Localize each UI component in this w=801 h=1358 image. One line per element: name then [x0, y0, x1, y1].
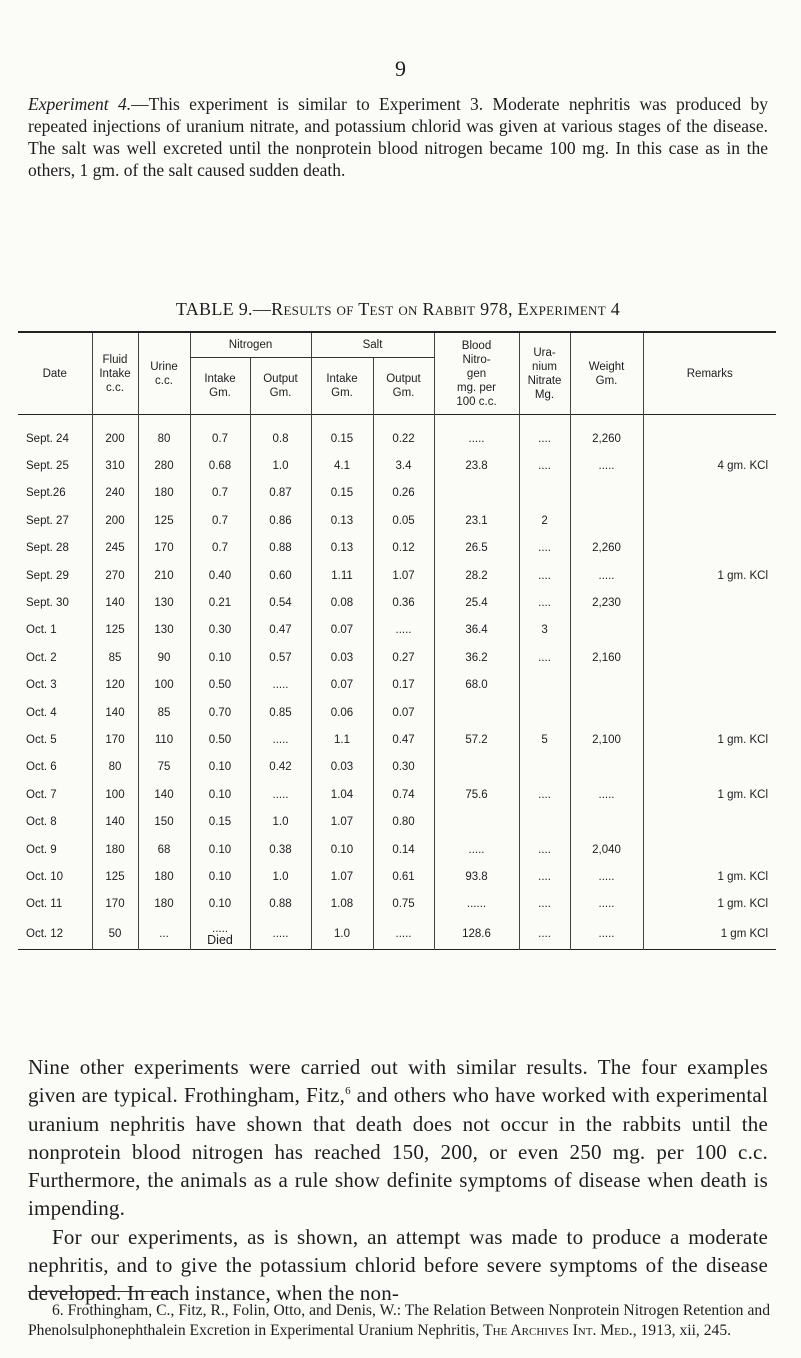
table-cell: .....: [570, 562, 643, 589]
table-cell: 180: [138, 863, 190, 890]
table-cell: [643, 507, 776, 534]
table-cell: 4.1: [311, 452, 373, 479]
table-cell: .....: [250, 672, 311, 699]
table-cell: 0.68: [190, 452, 250, 479]
table-cell: 1 gm. KCl: [643, 726, 776, 753]
table-cell: 1.04: [311, 781, 373, 808]
table-row: [18, 808, 776, 835]
table-cell: 120: [92, 672, 138, 699]
table-cell: 0.15: [190, 808, 250, 835]
table-cell: 1.07: [311, 863, 373, 890]
table-cell: 75: [138, 754, 190, 781]
experiment-heading: Experiment 4.: [28, 94, 132, 114]
table-cell: 0.10: [311, 836, 373, 863]
table-cell: 5: [519, 726, 570, 753]
table-cell: Sept. 29: [26, 569, 69, 582]
table-cell: 0.87: [250, 480, 311, 507]
table-cell: 0.50: [190, 672, 250, 699]
table-cell: 2,260: [570, 535, 643, 562]
table-row: [18, 617, 776, 644]
table-row: [18, 452, 776, 479]
table-cell: ....: [519, 863, 570, 890]
table-cell: 0.10: [190, 781, 250, 808]
table-cell: 0.38: [250, 836, 311, 863]
table-cell: 0.75: [373, 891, 434, 918]
table-cell: ....: [519, 535, 570, 562]
table-cell: [643, 617, 776, 644]
table-cell: 2,230: [570, 589, 643, 616]
table-cell: ...: [138, 918, 190, 950]
table-cell: 80: [92, 754, 138, 781]
table-cell: 210: [138, 562, 190, 589]
table-cell: [570, 808, 643, 835]
table-cell: ....: [519, 781, 570, 808]
table-cell: 0.21: [190, 589, 250, 616]
table-cell: 26.5: [434, 535, 519, 562]
table-cell: Sept. 24: [26, 432, 69, 445]
results-table: [18, 331, 776, 950]
table-cell: 3: [519, 617, 570, 644]
table-row: [18, 562, 776, 589]
table-cell: 270: [92, 562, 138, 589]
table-cell: 0.7: [190, 535, 250, 562]
table-cell: 0.47: [373, 726, 434, 753]
table-cell: 1.0: [250, 808, 311, 835]
table-cell: 310: [92, 452, 138, 479]
table-cell: [434, 480, 519, 507]
table-cell: [643, 754, 776, 781]
table-cell: [570, 480, 643, 507]
table-cell: 1.08: [311, 891, 373, 918]
table-cell: [434, 754, 519, 781]
table-cell: 128.6: [434, 918, 519, 950]
intro-paragraph: [28, 93, 768, 181]
table-cell: 140: [92, 808, 138, 835]
table-cell: 110: [138, 726, 190, 753]
table-cell: [434, 808, 519, 835]
table-cell: 125: [92, 617, 138, 644]
table-cell: .....: [570, 781, 643, 808]
header-remarks: Remarks: [643, 332, 776, 415]
table-cell: .....: [373, 918, 434, 950]
table-cell: ....: [519, 415, 570, 453]
table-cell: .....: [570, 891, 643, 918]
table-cell: 28.2: [434, 562, 519, 589]
table-cell: ....: [519, 891, 570, 918]
table-cell: 0.57: [250, 644, 311, 671]
table-cell: 23.8: [434, 452, 519, 479]
table-cell: Oct. 9: [26, 843, 57, 856]
table-cell: [643, 415, 776, 453]
table-row: [18, 480, 776, 507]
table-cell: [643, 836, 776, 863]
table-cell: Oct. 4: [26, 706, 57, 719]
table-caption-prefix: TABLE 9.—: [175, 299, 272, 319]
table-cell: 140: [92, 699, 138, 726]
table-cell: 0.12: [373, 535, 434, 562]
header-nitrogen: Nitrogen: [190, 332, 311, 358]
table-cell: 0.7: [190, 415, 250, 453]
table-row: [18, 672, 776, 699]
table-cell: 130: [138, 617, 190, 644]
table-cell: .....: [570, 863, 643, 890]
table-cell: 0.14: [373, 836, 434, 863]
header-salt: Salt: [311, 332, 434, 358]
table-cell: ......: [434, 891, 519, 918]
table-cell: 170: [92, 891, 138, 918]
table-cell: 1 gm. KCl: [643, 781, 776, 808]
table-cell: [643, 480, 776, 507]
header-nitrogen-intake: Intake Gm.: [190, 358, 250, 415]
table-cell: 0.15: [311, 415, 373, 453]
table-cell: Oct. 5: [26, 733, 57, 746]
table-cell: 150: [138, 808, 190, 835]
table-row: [18, 726, 776, 753]
table-caption: [28, 299, 768, 320]
table-cell: 85: [92, 644, 138, 671]
table-cell: 240: [92, 480, 138, 507]
table-cell: 80: [138, 415, 190, 453]
page-number: 9: [395, 56, 406, 81]
header-nitrogen-output: Output Gm.: [250, 358, 311, 415]
table-cell: 2,040: [570, 836, 643, 863]
header-fluid-intake: Fluid Intake c.c.: [92, 332, 138, 415]
table-cell: 125: [138, 507, 190, 534]
table-cell: [643, 589, 776, 616]
table-cell: 180: [138, 891, 190, 918]
table-cell: 0.17: [373, 672, 434, 699]
table-cell: Sept. 28: [26, 542, 69, 555]
table-cell: 100: [92, 781, 138, 808]
footnote: 6. Frothingham, C., Fitz, R., Folin, Otto, and Denis, W.: The Relation Between Nonprotein Nitrogen Retention and Phenolsulphonephthalein Excretion in Experimental Uranium Nephritis, The Archives Int. Med., 1913, xii, 245.: [28, 1302, 770, 1339]
table-cell: ....: [519, 644, 570, 671]
table-cell: 2,260: [570, 415, 643, 453]
table-cell: [519, 480, 570, 507]
table-cell: Oct. 2: [26, 651, 57, 664]
table-cell: 0.13: [311, 507, 373, 534]
table-cell: ....: [519, 918, 570, 950]
table-cell: 1.07: [373, 562, 434, 589]
journal-name: The Archives Int. Med.: [483, 1321, 633, 1339]
header-blood-nitrogen: Blood Nitro- gen mg. per 100 c.c.: [434, 332, 519, 415]
table-cell: Oct. 7: [26, 788, 57, 801]
table-cell: 0.03: [311, 644, 373, 671]
table-cell: ....: [519, 452, 570, 479]
table-cell: Oct. 10: [26, 870, 64, 883]
table-cell: Oct. 11: [26, 898, 63, 911]
table-row: [18, 754, 776, 781]
table-cell: 36.4: [434, 617, 519, 644]
table-cell: 0.88: [250, 535, 311, 562]
table-cell: 1.1: [311, 726, 373, 753]
header-urine: Urine c.c.: [138, 332, 190, 415]
table-cell: [643, 672, 776, 699]
table-cell: 68.0: [434, 672, 519, 699]
table-row: [18, 781, 776, 808]
table-cell: Oct. 3: [26, 679, 57, 692]
table-cell: Sept. 25: [26, 460, 69, 473]
table-cell: 93.8: [434, 863, 519, 890]
table-cell: 0.54: [250, 589, 311, 616]
table-cell: 25.4: [434, 589, 519, 616]
table-cell: Oct. 12: [26, 927, 64, 940]
table-row: [18, 836, 776, 863]
table-cell: [570, 507, 643, 534]
table-row: [18, 535, 776, 562]
table-cell: 0.27: [373, 644, 434, 671]
table-cell: 0.30: [190, 617, 250, 644]
table-cell: 0.15: [311, 480, 373, 507]
table-row: [18, 415, 776, 453]
table-cell: 2: [519, 507, 570, 534]
table-cell: .....: [570, 918, 643, 950]
table-cell: 170: [138, 535, 190, 562]
table-cell: 2,160: [570, 644, 643, 671]
header-salt-output: Output Gm.: [373, 358, 434, 415]
table-cell: 0.07: [311, 617, 373, 644]
table-cell: ....: [519, 589, 570, 616]
table-cell: 4 gm. KCl: [643, 452, 776, 479]
table-cell: [519, 672, 570, 699]
table-row: [18, 918, 776, 950]
table-cell: Oct. 6: [26, 761, 57, 774]
table-row: [18, 891, 776, 918]
table-cell: Oct. 8: [26, 816, 57, 829]
paragraph-2: For our experiments, as is shown, an attempt was made to produce a moderate nephritis, and to give the potassium chlorid before severe symptoms of the disease developed. In each instance, when the non-: [28, 1224, 768, 1306]
table-cell: 0.07: [311, 672, 373, 699]
table-cell: [519, 699, 570, 726]
table-cell: .....: [434, 415, 519, 453]
table-cell: 0.10: [190, 863, 250, 890]
table-cell: 0.88: [250, 891, 311, 918]
table-cell: 0.42: [250, 754, 311, 781]
table-cell: 0.60: [250, 562, 311, 589]
table-cell: 0.10: [190, 891, 250, 918]
table-cell: 1.0: [250, 863, 311, 890]
died-note: Died: [207, 933, 233, 948]
table-cell: 0.26: [373, 480, 434, 507]
table-cell: ..... Died: [190, 918, 250, 950]
table-cell: 200: [92, 415, 138, 453]
table-cell: Sept.26: [26, 487, 66, 500]
table-cell: ....: [519, 836, 570, 863]
table-cell: .....: [250, 726, 311, 753]
header-date: Date: [42, 367, 67, 380]
table-cell: 2,100: [570, 726, 643, 753]
body-text: [28, 1053, 768, 1308]
table-body: [18, 415, 776, 950]
table-row: [18, 644, 776, 671]
table-cell: 0.08: [311, 589, 373, 616]
table-cell: .....: [373, 617, 434, 644]
table-cell: 140: [92, 589, 138, 616]
table-cell: 1.07: [311, 808, 373, 835]
table-cell: .....: [570, 452, 643, 479]
table-cell: 68: [138, 836, 190, 863]
table-cell: 280: [138, 452, 190, 479]
table-cell: 0.22: [373, 415, 434, 453]
table-cell: 1 gm. KCl: [643, 891, 776, 918]
table-cell: [570, 699, 643, 726]
table-cell: [570, 754, 643, 781]
table-cell: 1 gm KCl: [643, 918, 776, 950]
intro-text: —This experiment is similar to Experiment 3. Moderate nephritis was produced by repeated injections of uranium nitrate, and potassium chlorid was given at various stages of the disease. The salt was well excreted until the nonprotein blood nitrogen became 100 mg. In this case as in the others, 1 gm. of the salt caused sudden death.: [28, 94, 768, 180]
table-cell: 0.47: [250, 617, 311, 644]
footnote-divider: [28, 1291, 178, 1292]
table-cell: 0.74: [373, 781, 434, 808]
table-cell: 0.10: [190, 754, 250, 781]
table-cell: Sept. 30: [26, 597, 69, 610]
table-caption-title: Results of Test on Rabbit 978, Experiment 4: [271, 299, 621, 319]
table-cell: .....: [250, 781, 311, 808]
table-cell: 57.2: [434, 726, 519, 753]
table-cell: 0.61: [373, 863, 434, 890]
table-cell: 0.13: [311, 535, 373, 562]
table-row: [18, 863, 776, 890]
table-cell: 0.80: [373, 808, 434, 835]
table-cell: 0.40: [190, 562, 250, 589]
table-cell: 36.2: [434, 644, 519, 671]
table-cell: 0.50: [190, 726, 250, 753]
table-cell: 1 gm. KCl: [643, 863, 776, 890]
table-cell: [643, 644, 776, 671]
table-cell: 0.30: [373, 754, 434, 781]
table-cell: 140: [138, 781, 190, 808]
table-cell: 125: [92, 863, 138, 890]
table-cell: 1.11: [311, 562, 373, 589]
header-salt-intake: Intake Gm.: [311, 358, 373, 415]
header-weight: Weight Gm.: [570, 332, 643, 415]
table-cell: 0.05: [373, 507, 434, 534]
table-cell: 0.10: [190, 644, 250, 671]
table-cell: [643, 699, 776, 726]
table-cell: 130: [138, 589, 190, 616]
table-cell: 1.0: [250, 452, 311, 479]
table-cell: 0.10: [190, 836, 250, 863]
table-cell: [643, 535, 776, 562]
table-cell: 75.6: [434, 781, 519, 808]
table-cell: Oct. 1: [26, 624, 57, 637]
table-cell: 85: [138, 699, 190, 726]
table-cell: 50: [92, 918, 138, 950]
table-cell: 23.1: [434, 507, 519, 534]
table-cell: [643, 808, 776, 835]
table-cell: 0.07: [373, 699, 434, 726]
table-cell: 3.4: [373, 452, 434, 479]
table-cell: 90: [138, 644, 190, 671]
table-cell: ....: [519, 562, 570, 589]
table-cell: 1 gm. KCl: [643, 562, 776, 589]
table-cell: .....: [434, 836, 519, 863]
table-cell: .....: [250, 918, 311, 950]
table-cell: 0.85: [250, 699, 311, 726]
table-cell: 0.7: [190, 480, 250, 507]
table-cell: 0.7: [190, 507, 250, 534]
table-cell: 245: [92, 535, 138, 562]
header-uranium-nitrate: Ura- nium Nitrate Mg.: [519, 332, 570, 415]
table-cell: [570, 672, 643, 699]
table-cell: 170: [92, 726, 138, 753]
table-cell: 0.70: [190, 699, 250, 726]
footnote-ref: 6: [345, 1085, 351, 1098]
table-row: [18, 699, 776, 726]
table-row: [18, 589, 776, 616]
table-cell: 200: [92, 507, 138, 534]
table-cell: [519, 754, 570, 781]
table-cell: [570, 617, 643, 644]
table-row: [18, 507, 776, 534]
table-cell: 180: [138, 480, 190, 507]
table-cell: [519, 808, 570, 835]
table-cell: 0.86: [250, 507, 311, 534]
paragraph-1: Nine other experiments were carried out with similar results. The four examples given are typical. Frothingham, Fitz,$^6$ and others who have worked with experimental uranium nephritis have shown that death does not occur in the rabbits until the nonprotein blood nitrogen has reached 150, 200, or even 250 mg. per 100 c.c. Furthermore, the animals as a rule show definite symptoms of disease when death is impending.: [28, 1055, 768, 1221]
table-cell: 0.03: [311, 754, 373, 781]
table-cell: 0.06: [311, 699, 373, 726]
table-cell: Sept. 27: [26, 514, 69, 527]
table-cell: 0.8: [250, 415, 311, 453]
table-cell: 180: [92, 836, 138, 863]
table-cell: 0.36: [373, 589, 434, 616]
table-cell: [434, 699, 519, 726]
table-cell: 100: [138, 672, 190, 699]
table-cell: 1.0: [311, 918, 373, 950]
